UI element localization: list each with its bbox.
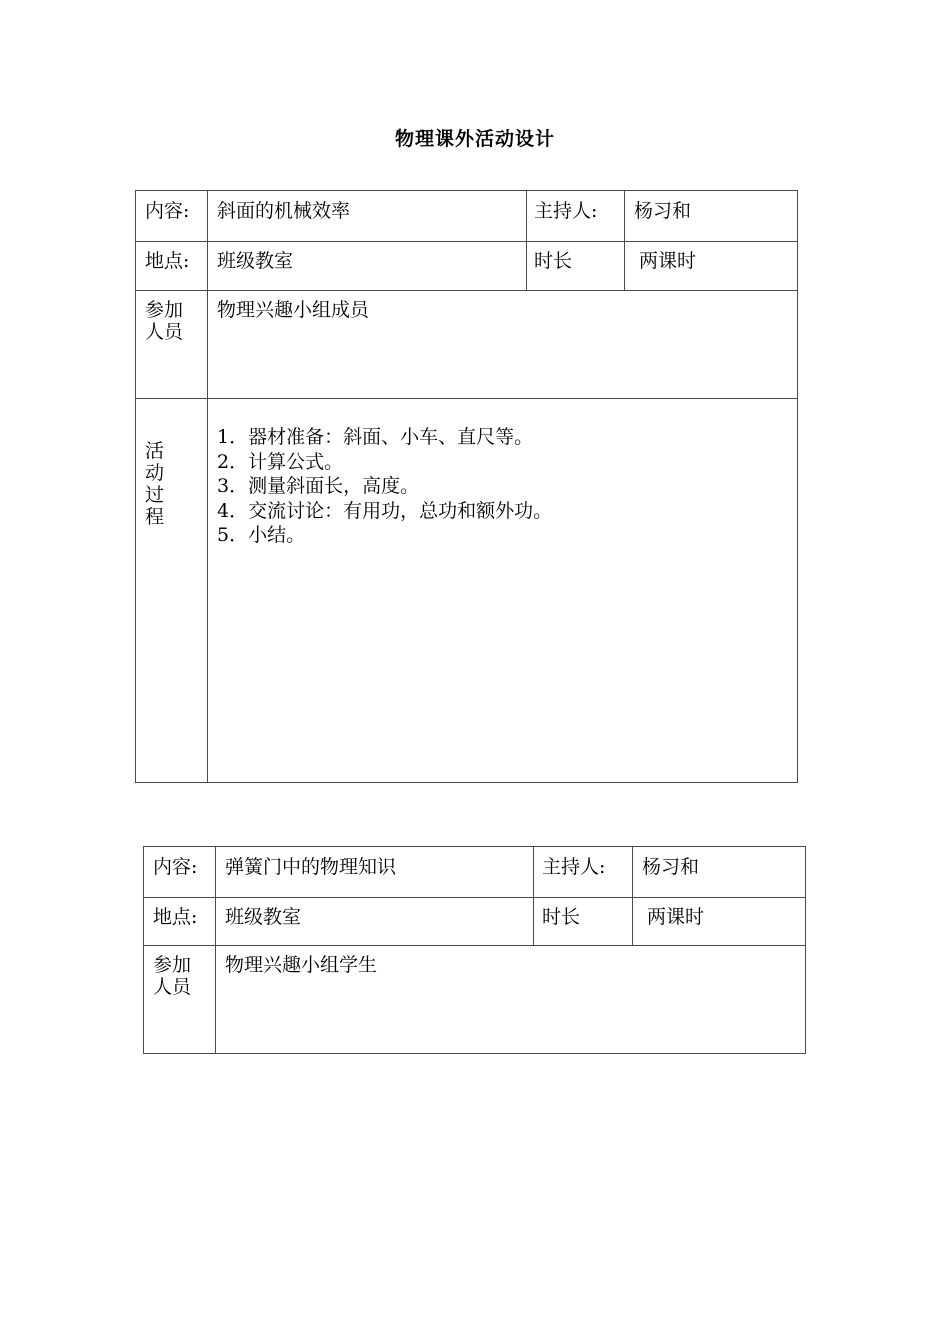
- place-label: 地点:: [153, 906, 198, 928]
- page-title: 物理课外活动设计: [394, 128, 555, 150]
- column-divider: [632, 847, 633, 945]
- row-divider: [136, 398, 797, 399]
- process-label: 活动过程: [145, 440, 165, 528]
- host-value: 杨习和: [634, 200, 692, 222]
- activity-table-2: [143, 846, 806, 1054]
- content-label: 内容:: [153, 856, 198, 878]
- duration-label: 时长: [542, 906, 581, 928]
- host-label: 主持人:: [534, 200, 598, 222]
- column-divider: [624, 191, 625, 290]
- column-divider: [533, 847, 534, 945]
- list-item: 3．测量斜面长，高度。: [217, 475, 420, 497]
- duration-value: 两课时: [639, 250, 697, 272]
- column-divider: [526, 191, 527, 290]
- column-divider: [215, 847, 216, 1053]
- duration-value: 两课时: [647, 906, 705, 928]
- column-divider: [207, 191, 208, 782]
- duration-label: 时长: [534, 250, 573, 272]
- activity-table-1: [135, 190, 798, 783]
- content-value: 弹簧门中的物理知识: [225, 856, 397, 878]
- place-label: 地点:: [145, 250, 190, 272]
- list-item: 2．计算公式。: [217, 450, 344, 473]
- participants-label: 参加人员: [153, 954, 192, 998]
- content-value: 斜面的机械效率: [217, 200, 351, 222]
- content-label: 内容:: [145, 200, 190, 222]
- list-item: 4．交流讨论：有用功，总功和额外功。: [217, 499, 553, 522]
- list-item: 5．小结。: [217, 524, 306, 546]
- process-steps: [217, 425, 552, 548]
- participants-label: 参加人员: [145, 299, 184, 343]
- participants-value: 物理兴趣小组学生: [225, 954, 378, 976]
- host-label: 主持人:: [542, 856, 606, 878]
- host-value: 杨习和: [642, 856, 700, 878]
- participants-value: 物理兴趣小组成员: [217, 299, 370, 321]
- place-value: 班级教室: [217, 250, 294, 272]
- place-value: 班级教室: [225, 906, 302, 928]
- list-item: 1．器材准备：斜面、小车、直尺等。: [217, 426, 534, 448]
